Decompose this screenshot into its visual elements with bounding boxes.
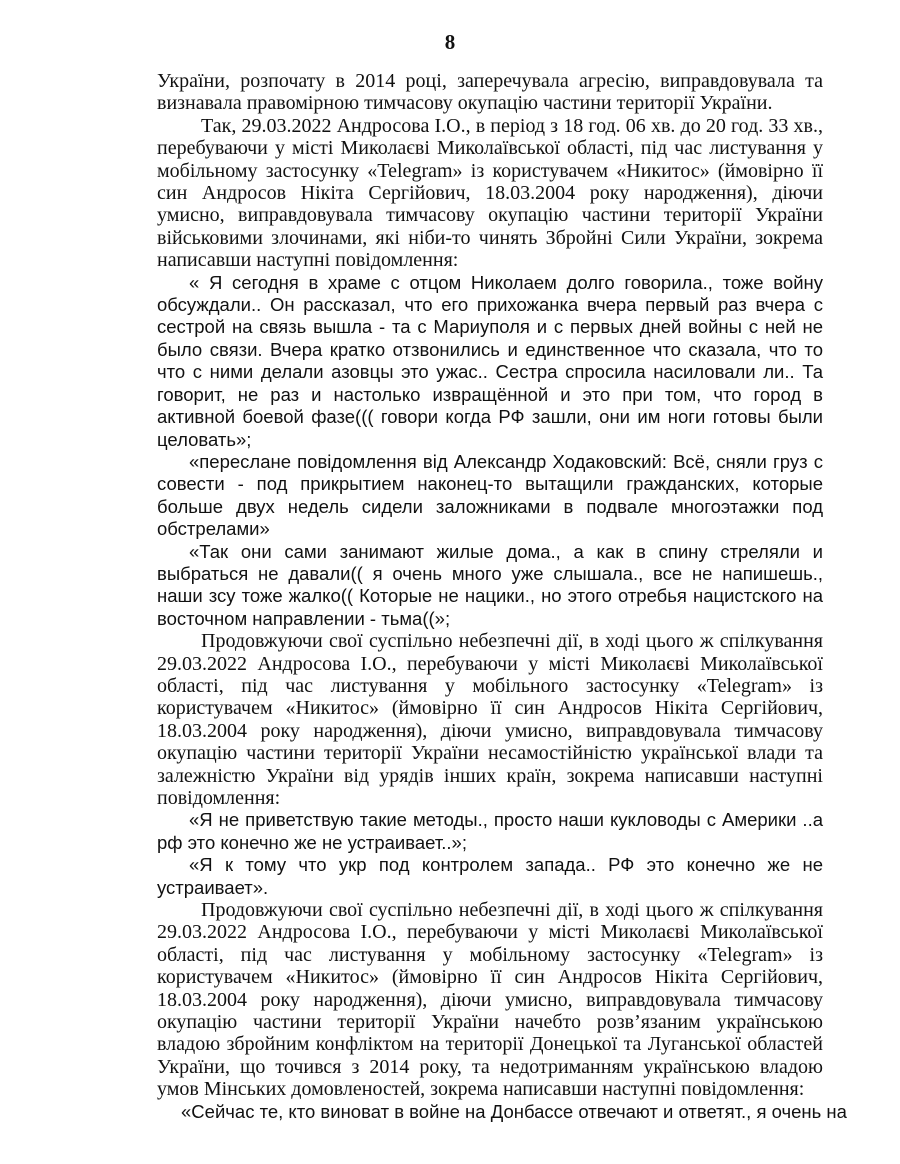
paragraph-body: Продовжуючи свої суспільно небезпечні дії, в ході цього ж спілкування 29.03.2022 Андросова І.О., перебуваючи у місті Миколаєві Миколаївської області, під час листування у мобільного застосунку «Telegram» із користувачем «Никитос» (ймовірно її син Андросов Нікіта Сергійович, 18.03.2004 року народження), діючи умисно, виправдовувала тимчасову окупацію частини території України несамостійністю української влади та залежністю України від урядів інших країн, зокрема написавши наступні повідомлення: [157,630,823,809]
paragraph-continuation: України, розпочату в 2014 році, заперечувала агресію, виправдовувала та визнавала правомірною тимчасову окупацію частини території України. [157,70,823,115]
quoted-message: « Я сегодня в храме с отцом Николаем долго говорила., тоже войну обсуждали.. Он рассказал, что его прихожанка вчера первый раз вчера с сестрой на связь вышла - та с Мариуполя и с первых дней войны с ней не было связи. Вчера кратко отзвонились и единственное что сказала, что то что с ними делали азовцы это ужас.. Сестра спросила насиловали ли.. Та говорит, не раз и настолько извращённой и это при том, что город в активной боевой фазе((( говори когда РФ зашли, они им ноги готовы были целовать»; [157,271,823,450]
quoted-message-truncated: «Сейчас те, кто виноват в войне на Донбассе отвечают и ответят., я очень на [181,1100,847,1122]
quoted-message: «Так они сами занимают жилые дома., а как в спину стреляли и выбраться не давали(( я очень много уже слышала., все не напишешь., наши зсу тоже жалко(( Которые не нацики., но этого отребья нацистского на восточном направлении - тьма((»; [157,540,823,629]
page-number: 8 [444,30,456,54]
paragraph-body: Так, 29.03.2022 Андросова І.О., в період з 18 год. 06 хв. до 20 год. 33 хв., перебуваючи у місті Миколаєві Миколаївської області, під час листування у мобільному застосунку «Telegram» із користувачем «Никитос» (ймовірно її син Андросов Нікіта Сергійович, 18.03.2004 року народження), діючи умисно, виправдовувала тимчасову окупацію частини території України військовими злочинами, які ніби-то чинять Збройні Сили України, зокрема написавши наступні повідомлення: [157,114,823,272]
document-body [157,70,847,1123]
quoted-message: «Я не приветствую такие методы., просто наши кукловоды с Америки ..а рф это конечно же не устраивает..»; [157,809,823,853]
paragraph-body: Продовжуючи свої суспільно небезпечні дії, в ході цього ж спілкування 29.03.2022 Андросова І.О., перебуваючи у місті Миколаєві Миколаївської області, під час листування у мобільному застосунку «Telegram» із користувачем «Никитос» (ймовірно її син Андросов Нікіта Сергійович, 18.03.2004 року народження), діючи умисно, виправдовувала тимчасову окупацію частини території України начебто розв’язаним українською владою збройним конфліктом на території Донецької та Луганської областей України, що точився з 2014 року, та недотриманням українською владою умов Мінських домовленостей, зокрема написавши наступні повідомлення: [157,899,823,1101]
quoted-message: «Я к тому что укр под контролем запада.. РФ это конечно же не устраивает». [157,854,823,898]
quoted-message: «переслане повідомлення від Александр Ходаковский: Всё, сняли груз с совести - под прикрытием наконец-то вытащили гражданских, которые больше двух недель сидели заложниками в подвале многоэтажки под обстрелами» [157,450,823,540]
